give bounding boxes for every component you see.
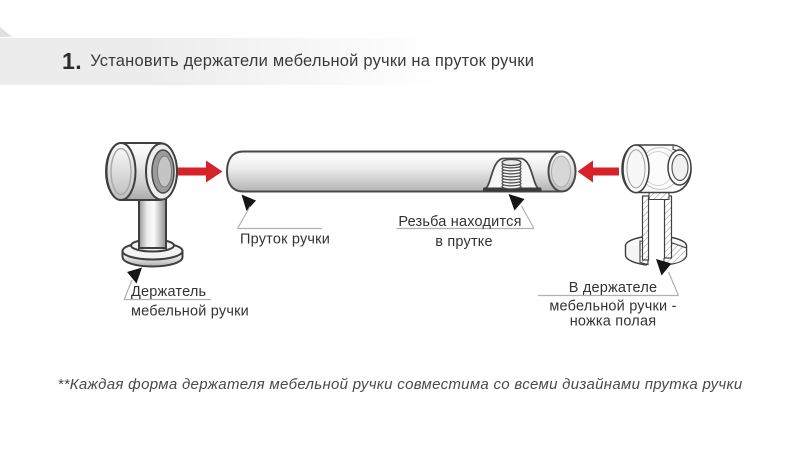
callout-leader	[238, 207, 251, 229]
callout-holder	[124, 268, 249, 320]
holder-socket-depth	[158, 156, 172, 187]
thread-label-line2: в прутке	[435, 234, 493, 250]
handle-holder-cutaway	[622, 145, 691, 267]
holder-label-line1: Держатель	[131, 284, 207, 300]
callout-rod	[238, 195, 331, 248]
callout-hollow	[538, 259, 679, 330]
rod-label: Пруток ручки	[239, 231, 331, 248]
hollow-label-line3: ножка полая	[569, 313, 657, 330]
red-arrow-left-icon	[578, 161, 620, 183]
holder-leg	[139, 197, 166, 248]
callout-leader	[669, 272, 679, 296]
rod-end-face	[552, 156, 571, 187]
callout-leader	[522, 206, 535, 229]
cutaway-socket-hole	[672, 155, 688, 181]
thread-label-line1: Резьба находится	[398, 214, 522, 230]
callout-arrowhead	[127, 268, 142, 284]
thread-coil	[502, 160, 521, 189]
red-arrow-right-icon	[178, 161, 223, 183]
step-title: Установить держатели мебельной ручки на пруток ручки	[90, 52, 535, 70]
compatibility-footnote: **Каждая форма держателя мебельной ручки совместима со всеми дизайнами прутка ручки	[57, 376, 743, 393]
hollow-label-line2: мебельной ручки -	[549, 298, 677, 315]
handle-rod	[227, 152, 576, 192]
coil-top-opening	[502, 160, 521, 166]
cutaway-leg-wall-left	[643, 196, 649, 260]
hollow-label-line1: В держателе	[568, 280, 658, 296]
cutaway-leg-channel	[649, 196, 665, 258]
callout-thread	[397, 194, 535, 250]
holder-label-line2: мебельной ручки	[131, 303, 249, 320]
step-number: 1.	[62, 48, 83, 74]
cutaway-leg-wall-right	[665, 196, 672, 258]
handle-holder-3d	[106, 143, 183, 267]
